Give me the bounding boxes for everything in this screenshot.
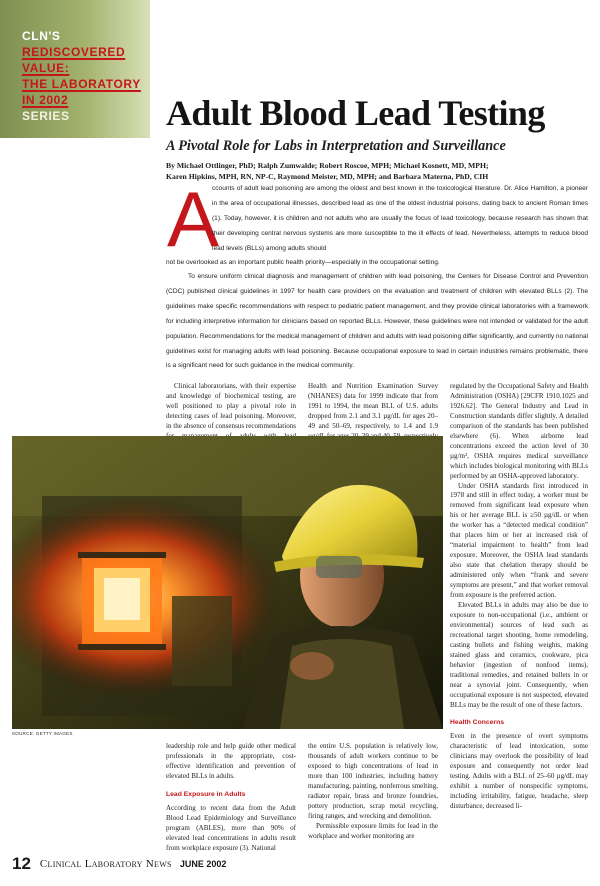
photo-credit: SOURCE: GETTY IMAGES xyxy=(12,731,73,736)
series-line-2: REDISCOVERED xyxy=(22,45,126,59)
issue-date: JUNE 2002 xyxy=(179,859,227,869)
lead-paragraph-1: ccounts of adult lead poisoning are among the oldest and best known in the toxicological literature. Dr. Alice Hamilton, a pioneer in the area of occupational illnesses, described lead as one of the oldest industrial poisons, dating back to ancient Roman times (1). Today, however, it is children and not adults who are usually the focus of lead toxicology, because research has shown that their developing central nervous systems are more susceptible to the ill effects of lead. Nevertheless, attempts to reduce blood lead levels (BLLs) among adults should xyxy=(212,185,588,252)
column-3 xyxy=(450,382,588,812)
body-paragraph: Under OSHA standards first introduced in 1978 and still in effect today, a worker must be removed from significant lead exposure when his or her average BLL is ≥50 µg/dL or when the worker has a “detected medical condition” that places him or her at increased risk of “material impairment to health” from lead exposure. Moreover, the OSHA lead standards also state that chelation therapy should be administered only when “frank and severe symptoms are present,” and that worker removal from exposure is the preferred action. xyxy=(450,481,588,600)
byline-line-2: Karen Hipkins, MPH, RN, NP-C, Raymond Meister, MD, MPH; and Barbara Materna, PhD, CIH xyxy=(166,171,489,181)
lead-paragraph-2: To ensure uniform clinical diagnosis and management of children with lead poisoning, the Centers for Disease Control and Prevention (CDC) published clinical guidelines in 1997 for health care providers on the evaluation and treatment of children with elevated BLLs (2). The guidelines make specific recommendations with respect to pediatric patient management, and they provide clinical laboratories with a framework for including interpretive information for clinicians based on reported BLLs. However, these guidelines were not intended or validated for the adult population. Recommendations for the medical management of children and adults with lead poisoning differ significantly, and currently no national guidelines exist for managing adults with lead poisoning. Because occupational exposure to lead in certain industries remains problematic, there is a significant need for such guidance in the medical community. xyxy=(166,273,588,370)
body-paragraph: Permissible exposure limits for lead in the workplace and worker monitoring are xyxy=(308,821,438,840)
series-line-6: SERIES xyxy=(22,109,70,123)
article-subtitle: A Pivotal Role for Labs in Interpretation and Surveillance xyxy=(166,138,506,154)
column-1-bottom xyxy=(166,742,296,854)
series-line-1: CLN'S xyxy=(22,29,61,43)
lead-paragraph-1-end: not be overlooked as an important public health priority—especially in the occupational setting. xyxy=(166,259,440,266)
byline-line-1: By Michael Ottlinger, PhD; Ralph Zumwalde; Robert Roscoe, MPH; Michael Kosnett, MD, MPH; xyxy=(166,161,489,170)
body-paragraph: Health and Nutrition Examination Survey (NHANES) data for 1999 indicate that from 1991 to 1994, the mean BLL of U.S. adults dropped from 2.1 and 3.1 µg/dL for ages 20–49 and 50–69, respectively, to 1.4 and 1.9 xyxy=(308,382,438,430)
drop-cap: A xyxy=(167,175,220,263)
series-banner-text xyxy=(22,28,141,124)
worker-furnace-photo xyxy=(12,436,443,729)
body-paragraph: the entire U.S. population is relatively low, thousands of adult workers continue to be exposed to high concentrations of lead in more than 100 industries, including battery manufacturing, painting, nonferrous smelting, radiator repair, brass and bronze foundries, pottery production, scrap metal recycling, firing ranges, and wrecking and demolition. xyxy=(308,742,438,820)
section-heading-health-concerns: Health Concerns xyxy=(450,719,505,727)
series-line-3: VALUE: xyxy=(22,61,70,75)
article-byline xyxy=(166,161,586,182)
column-2-bottom xyxy=(308,742,438,842)
body-paragraph: Elevated BLLs in adults may also be due to exposure to non-occupational (i.e., ambient or environmental) sources of lead such as recreational target shooting, home remodeling, casting bullets and fishing weights, making stained glass and ceramics, cookware, pica behavior (ingestion of nonfood items), traditional remedies, and retained bullets in or near a synovial joint. Consequently, when occupational exposure is not suspected, elevated BLLs may be the result of one of these factors. xyxy=(450,600,588,709)
series-line-4: THE LABORATORY xyxy=(22,77,141,91)
body-paragraph: Even in the presence of overt symptoms characteristic of lead intoxication, some clinicians may overlook the possibility of lead exposure and consequently not order lead testing. Adults with a BLL of 25–60 µg/dL may exhibit a number of nonspecific symptoms, including irritability, fatigue, headache, sleep disturbance, decreased li- xyxy=(450,732,588,811)
body-paragraph: regulated by the Occupational Safety and Health Administration (OSHA) [29CFR 1910.1025 and 1926.62]. The General Industry and Lead in Construction standards differ slightly. A detailed comparison of the standards has been published elsewhere (6). When airborne lead concentrations exceed the action level of 30 µg/m³, OSHA requires medical surveillance which includes biological monitoring with BLLs performed by an OSHA-approved laboratory. xyxy=(450,382,588,480)
page-footer xyxy=(12,854,226,874)
body-paragraph: According to recent data from the Adult Blood Lead Epidemiology and Surveillance program (ABLES), more than 90% of elevated lead concentrations in adults result from workplace exposure (3). National xyxy=(166,803,296,852)
body-paragraph: leadership role and help guide other medical professionals in the appropriate, cost-effective identification and prevention of elevated BLLs in adults. xyxy=(166,742,296,780)
section-heading-lead-exposure: Lead Exposure in Adults xyxy=(166,790,246,798)
body-paragraph: Clinical laboratorians, with their expertise and knowledge of biochemical testing, are well positioned to play a pivotal role in detecting cases of lead poisoning. Moreover, in the absence of consensus recommendations xyxy=(166,382,296,430)
publication-name: Clinical Laboratory News xyxy=(39,858,172,870)
article-title: Adult Blood Lead Testing xyxy=(166,93,545,133)
photo-illustration xyxy=(12,436,443,729)
series-banner xyxy=(0,0,150,138)
page-number: 12 xyxy=(12,854,31,873)
series-line-5: IN 2002 xyxy=(22,93,69,107)
